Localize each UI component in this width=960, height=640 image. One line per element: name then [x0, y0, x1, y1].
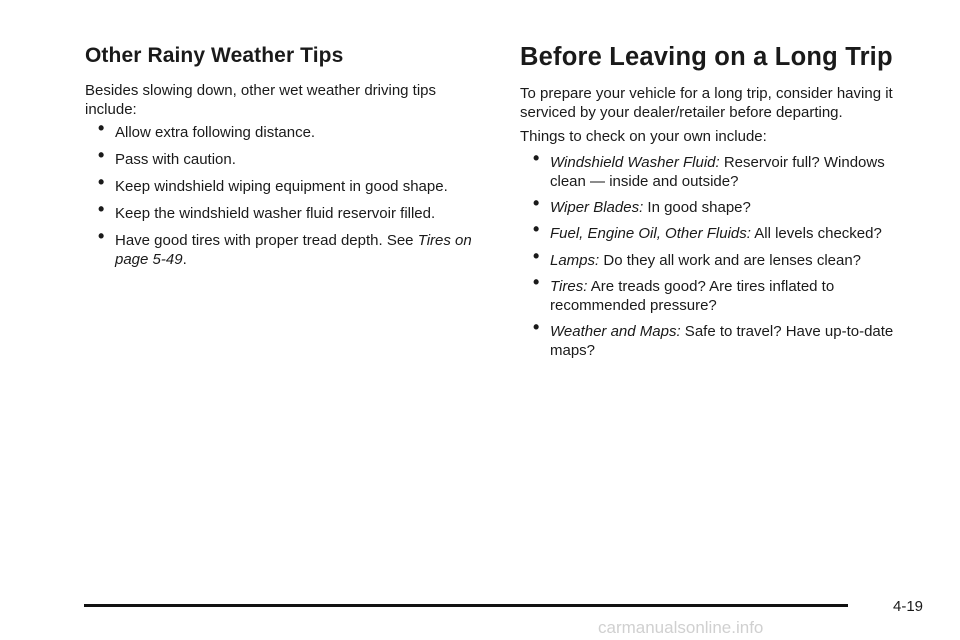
check-term: Lamps:: [550, 252, 600, 269]
list-item: [520, 198, 920, 217]
page-number: 4-19: [893, 598, 924, 615]
list-item: [520, 277, 920, 315]
rainy-tips-intro: Besides slowing down, other wet weather driving tips include:: [85, 82, 437, 118]
trip-checklist: [520, 224, 920, 243]
check-term: Windshield Washer Fluid:: [550, 154, 720, 171]
footer-rule: [84, 604, 848, 607]
watermark: carmanualsonline.info: [598, 618, 764, 637]
list-item: • Allow extra following distance.: [85, 123, 485, 142]
trip-checklist: [520, 153, 920, 191]
check-text: Are treads good? Are tires inflated to recommended pressure?: [550, 278, 835, 314]
trip-checklist: [520, 277, 920, 315]
trip-checklist: [520, 251, 920, 270]
long-trip-lead: Things to check on your own include:: [520, 128, 767, 145]
trip-checklist: [520, 198, 920, 217]
rainy-tips-list: [85, 231, 485, 269]
rainy-tips-list: [85, 123, 485, 142]
check-text: In good shape?: [643, 199, 751, 216]
list-item: [520, 322, 900, 360]
check-term: Fuel, Engine Oil, Other Fluids:: [550, 225, 751, 242]
check-text: Reservoir full? Windows clean — inside and outside?: [550, 154, 885, 190]
trip-checklist: [520, 322, 900, 360]
long-trip-intro: To prepare your vehicle for a long trip, consider having it serviced by your dealer/retailer before departing.: [520, 85, 893, 121]
list-item: • Pass with caution.: [85, 150, 485, 169]
list-item: [520, 224, 920, 243]
tires-tip-text: Have good tires with proper tread depth. See: [115, 232, 418, 249]
check-text: All levels checked?: [750, 225, 882, 242]
list-item: • Keep windshield wiping equipment in good shape.: [85, 177, 485, 196]
rainy-tips-list: [85, 150, 485, 169]
check-term: Wiper Blades:: [550, 199, 644, 216]
section-heading-long-trip: Before Leaving on a Long Trip: [520, 43, 893, 71]
tires-page-reference[interactable]: Tires on page 5-49: [115, 232, 472, 268]
list-item: • Keep the windshield washer fluid reservoir filled.: [85, 204, 485, 223]
list-item: [85, 231, 485, 269]
check-term: Tires:: [550, 278, 588, 295]
check-text: Safe to travel? Have up-to-date maps?: [550, 323, 894, 359]
check-text: Do they all work and are lenses clean?: [599, 252, 862, 269]
list-item: [520, 251, 920, 270]
check-term: Weather and Maps:: [550, 323, 681, 340]
rainy-tips-list: [85, 177, 485, 196]
section-heading-rainy-tips: Other Rainy Weather Tips: [85, 44, 344, 67]
rainy-tips-list: [85, 204, 485, 223]
tires-tip-end: .: [182, 251, 187, 268]
list-item: [520, 153, 920, 191]
